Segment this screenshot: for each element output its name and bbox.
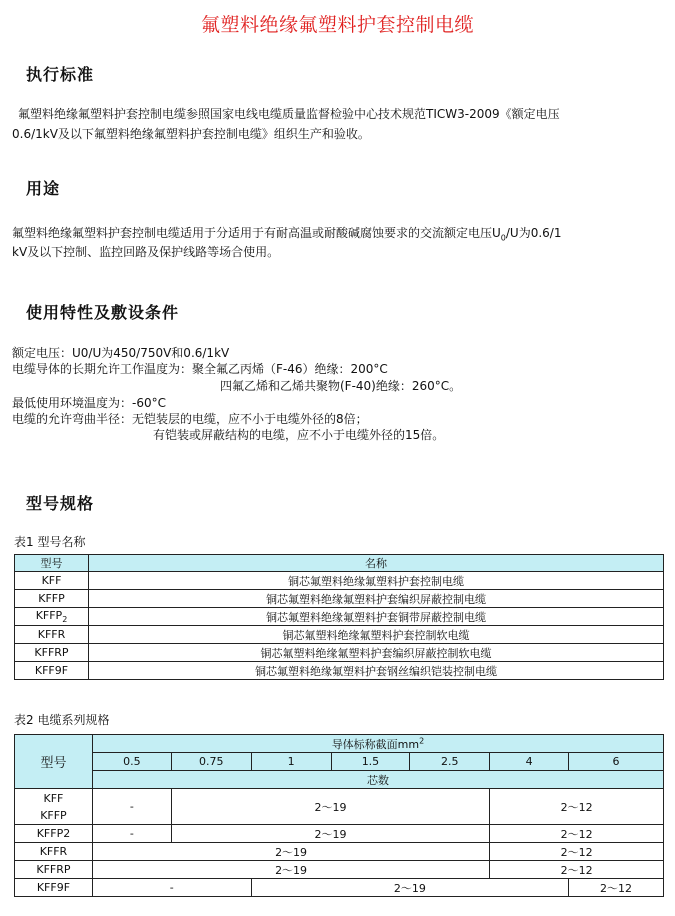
table1-header-name: 名称 xyxy=(89,555,664,572)
usage-text-line-1: 氟塑料绝缘氟塑料护套控制电缆适用于分适用于有耐高温或耐酸碱腐蚀要求的交流额定电压$U_0/U$为0.6/1 xyxy=(12,226,562,243)
section-heading-models: 型号规格 xyxy=(26,494,95,513)
table1-cell-name: 铜芯氟塑料绝缘氟塑料护套编织屏蔽控制电缆 xyxy=(89,590,664,608)
model-name-table xyxy=(14,554,664,680)
table2-cell-dash: - xyxy=(92,825,171,843)
table1-cell-model: KFFR xyxy=(15,626,89,644)
table2-cell-cores: 2～19 xyxy=(171,825,489,843)
table1-cell-model: KFF9F xyxy=(15,662,89,680)
table2-cell-model: KFF9F xyxy=(15,879,93,897)
size-cell: 2.5 xyxy=(410,753,490,771)
table2-cell-cores: 2～12 xyxy=(490,843,664,861)
section-heading-usage: 用途 xyxy=(26,179,61,198)
section-heading-conditions: 使用特性及敷设条件 xyxy=(26,303,180,322)
table2-cell-cores: 2～12 xyxy=(490,825,664,843)
table1-cell-name: 铜芯氟塑料绝缘氟塑料护套编织屏蔽控制软电缆 xyxy=(89,644,664,662)
table2-cell-model: KFFRP xyxy=(15,861,93,879)
table1-cell-name: 铜芯氟塑料绝缘氟塑料护套控制电缆 xyxy=(89,572,664,590)
condition-line: 最低使用环境温度为：-60°C xyxy=(12,396,166,410)
table1-header-model: 型号 xyxy=(15,555,89,572)
page-title: 氟塑料绝缘氟塑料护套控制电缆 xyxy=(200,14,474,36)
size-cell: 1 xyxy=(251,753,331,771)
table2-header-model: 型号 xyxy=(15,735,93,789)
table2-header-cores: 芯数 xyxy=(92,771,663,789)
table2-cell-model: KFFR xyxy=(15,843,93,861)
condition-line: 电缆导体的长期允许工作温度为：聚全氟乙丙烯（F-46）绝缘：200°C xyxy=(12,362,388,376)
table2-cell-dash: - xyxy=(92,879,251,897)
section-heading-standard: 执行标准 xyxy=(26,65,95,84)
condition-line: 有铠装或屏蔽结构的电缆，应不小于电缆外径的15倍。 xyxy=(153,428,445,442)
usage-text-line-2: kV及以下控制、监控回路及保护线路等场合使用。 xyxy=(12,245,280,259)
condition-line: 四氟乙烯和乙烯共聚物(F-40)绝缘：260°C。 xyxy=(220,379,462,393)
table2-cell-model: KFFP2 xyxy=(15,825,93,843)
table2-cell-cores: 2～19 xyxy=(251,879,568,897)
cable-spec-table xyxy=(14,734,664,897)
condition-line: 额定电压：U0/U为450/750V和0.6/1kV xyxy=(12,346,230,360)
table1-cell-model: KFF xyxy=(15,572,89,590)
size-cell: 6 xyxy=(569,753,664,771)
table1-cell-name: 铜芯氟塑料绝缘氟塑料护套钢丝编织铠装控制电缆 xyxy=(89,662,664,680)
size-cell: 4 xyxy=(490,753,569,771)
table2-cell-cores: 2～12 xyxy=(569,879,664,897)
table2-cell-cores: 2～19 xyxy=(92,843,489,861)
table1-cell-name: 铜芯氟塑料绝缘氟塑料护套铜带屏蔽控制电缆 xyxy=(89,608,664,626)
table2-header-section: 导体标称截面$mm^2$ xyxy=(92,735,663,753)
standard-text-line-2: 0.6/1kV及以下氟塑料绝缘氟塑料护套控制电缆》组织生产和验收。 xyxy=(12,127,370,141)
table2-cell-cores: 2～12 xyxy=(490,789,664,825)
condition-line: 电缆的允许弯曲半径：无铠装层的电缆，应不小于电缆外径的8倍； xyxy=(12,412,368,426)
table2-cell-cores: 2～19 xyxy=(171,789,489,825)
size-cell: 0.75 xyxy=(171,753,251,771)
table2-cell-dash: - xyxy=(92,789,171,825)
table2-cell-model: KFF KFFP xyxy=(15,789,93,825)
size-cell: 1.5 xyxy=(331,753,410,771)
table1-caption: 表1 型号名称 xyxy=(14,535,86,549)
standard-text-line-1: 氟塑料绝缘氟塑料护套控制电缆参照国家电线电缆质量监督检验中心技术规范TICW3-2009《额定电压 xyxy=(18,107,560,121)
table1-cell-name: 铜芯氟塑料绝缘氟塑料护套控制软电缆 xyxy=(89,626,664,644)
size-cell: 0.5 xyxy=(92,753,171,771)
table1-cell-model: KFFP xyxy=(15,590,89,608)
table1-cell-model: KFFRP xyxy=(15,644,89,662)
table2-caption: 表2 电缆系列规格 xyxy=(14,713,110,727)
table2-cell-cores: 2～19 xyxy=(92,861,489,879)
table2-cell-cores: 2～12 xyxy=(490,861,664,879)
table1-cell-model: $KFFP_2$ xyxy=(15,608,89,626)
